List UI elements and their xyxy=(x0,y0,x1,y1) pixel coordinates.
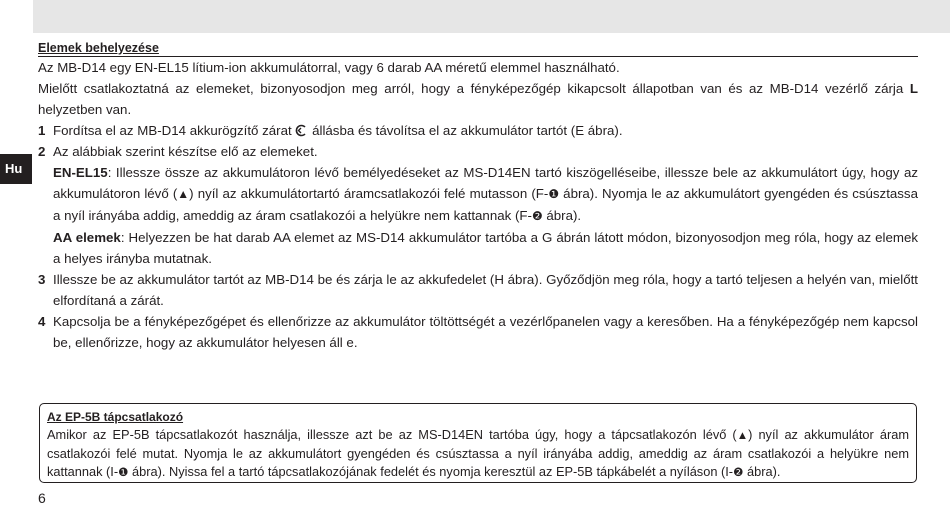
triangle-icon: ▲ xyxy=(177,187,190,201)
note-title: Az EP-5B tápcsatlakozó xyxy=(47,410,184,424)
note-text-a: Amikor az EP-5B tápcsatlakozót használja, illessze azt be az MS-D14EN tartóba úgy, hogy a tápcsatlakozón lévő ( xyxy=(47,426,737,442)
step-1-text-b: állásba és távolítsa el az akkumulátor tartót (E ábra). xyxy=(312,123,623,138)
header-bar xyxy=(33,0,950,33)
page-number: 6 xyxy=(38,490,46,506)
note-text-b: ) nyíl az akkumulátor áram csatlakozói felé mutat. Nyomja le az akkumulátort gyengéden és csúsztassa a nyíl irányába addig, ameddig az áram csatlakozói a helyükre nem kattannak (I- xyxy=(47,426,909,479)
step-1-text-a: Fordítsa el az MB-D14 akkurögzítő zárat xyxy=(53,123,292,138)
step-2 xyxy=(38,141,918,162)
section-heading: Elemek behelyezése xyxy=(38,40,918,57)
enel15-instructions xyxy=(38,162,918,227)
note-text xyxy=(47,426,909,483)
intro-text: Az MB-D14 egy EN-EL15 lítium-ion akkumulátorral, vagy 6 darab AA méretű elemmel használható. xyxy=(38,60,620,75)
warning-text-a: Mielőtt csatlakoztatná az elemeket, bizonyosodjon meg arról, hogy a fényképezőgép kikapcsolt állapotban van és az MB-D14 vezérlő zárja xyxy=(38,81,904,96)
note-text-d: ábra). xyxy=(743,463,781,479)
enel15-label: EN-EL15 xyxy=(53,165,108,180)
language-tab: Hu xyxy=(0,154,32,184)
aa-instructions xyxy=(38,227,918,269)
step-number: 4 xyxy=(38,314,46,329)
circled-one-icon: ❶ xyxy=(548,187,560,201)
enel15-text-b: ) nyíl az akkumulátortartó áramcsatlakozói felé mutasson (F- xyxy=(189,186,549,201)
step-number: 1 xyxy=(38,123,46,138)
lock-position-label: L xyxy=(909,81,918,96)
step-4-text: Kapcsolja be a fényképezőgépet és ellenőrizze az akkumulátor töltöttségét a vezérlőpanelen vagy a keresőben. Ha a fényképezőgép nem kapcsol be, ellenőrizze, hogy az akkumulátor helyesen áll e. xyxy=(53,314,918,350)
note-text-c: ábra). Nyissa fel a tartó tápcsatlakozójának fedelét és nyomja keresztül az EP-5B tápkábelét a nyíláson (I- xyxy=(128,463,734,479)
enel15-text-d: ábra). xyxy=(542,208,582,223)
step-4 xyxy=(38,311,918,353)
warning-text-b: helyzetben van. xyxy=(38,102,132,117)
warning-text xyxy=(38,78,918,120)
step-number: 2 xyxy=(38,144,46,159)
triangle-icon: ▲ xyxy=(736,429,749,442)
circled-two-icon: ❷ xyxy=(733,466,744,479)
circled-two-icon: ❷ xyxy=(531,209,543,223)
aa-text: : Helyezzen be hat darab AA elemet az MS-D14 akkumulátor tartóba a G ábrán látott módon, bizonyosodjon meg róla, hogy az elemek a helyes irányba mutatnak. xyxy=(53,230,918,266)
step-1 xyxy=(38,120,918,141)
unlock-icon xyxy=(295,123,308,138)
aa-label: AA elemek xyxy=(53,230,121,245)
enel15-text-a: : Illessze össze az akkumulátoron lévő bemélyedéseket az MS-D14EN tartó kiszögelléseibe, illessze bele az akkumulátort úgy, hogy az akkumulátoron lévő ( xyxy=(53,165,918,201)
circled-one-icon: ❶ xyxy=(118,466,129,479)
step-2-text: Az alábbiak szerint készítse elő az elemeket. xyxy=(53,144,318,159)
step-3-text: Illessze be az akkumulátor tartót az MB-D14 be és zárja le az akkufedelet (H ábra). Győződjön meg róla, hogy a tartó teljesen a helyén van, mielőtt elfordítaná a zárát. xyxy=(53,272,918,308)
main-content xyxy=(38,40,918,353)
note-box xyxy=(39,403,917,483)
enel15-text-c: ábra). Nyomja le az akkumulátort gyengéden és csúsztassa a nyíl irányába addig, ameddig az áram csatlakozói a helyükre nem kattannak (F- xyxy=(53,186,918,223)
step-number: 3 xyxy=(38,272,46,287)
step-3 xyxy=(38,269,918,311)
